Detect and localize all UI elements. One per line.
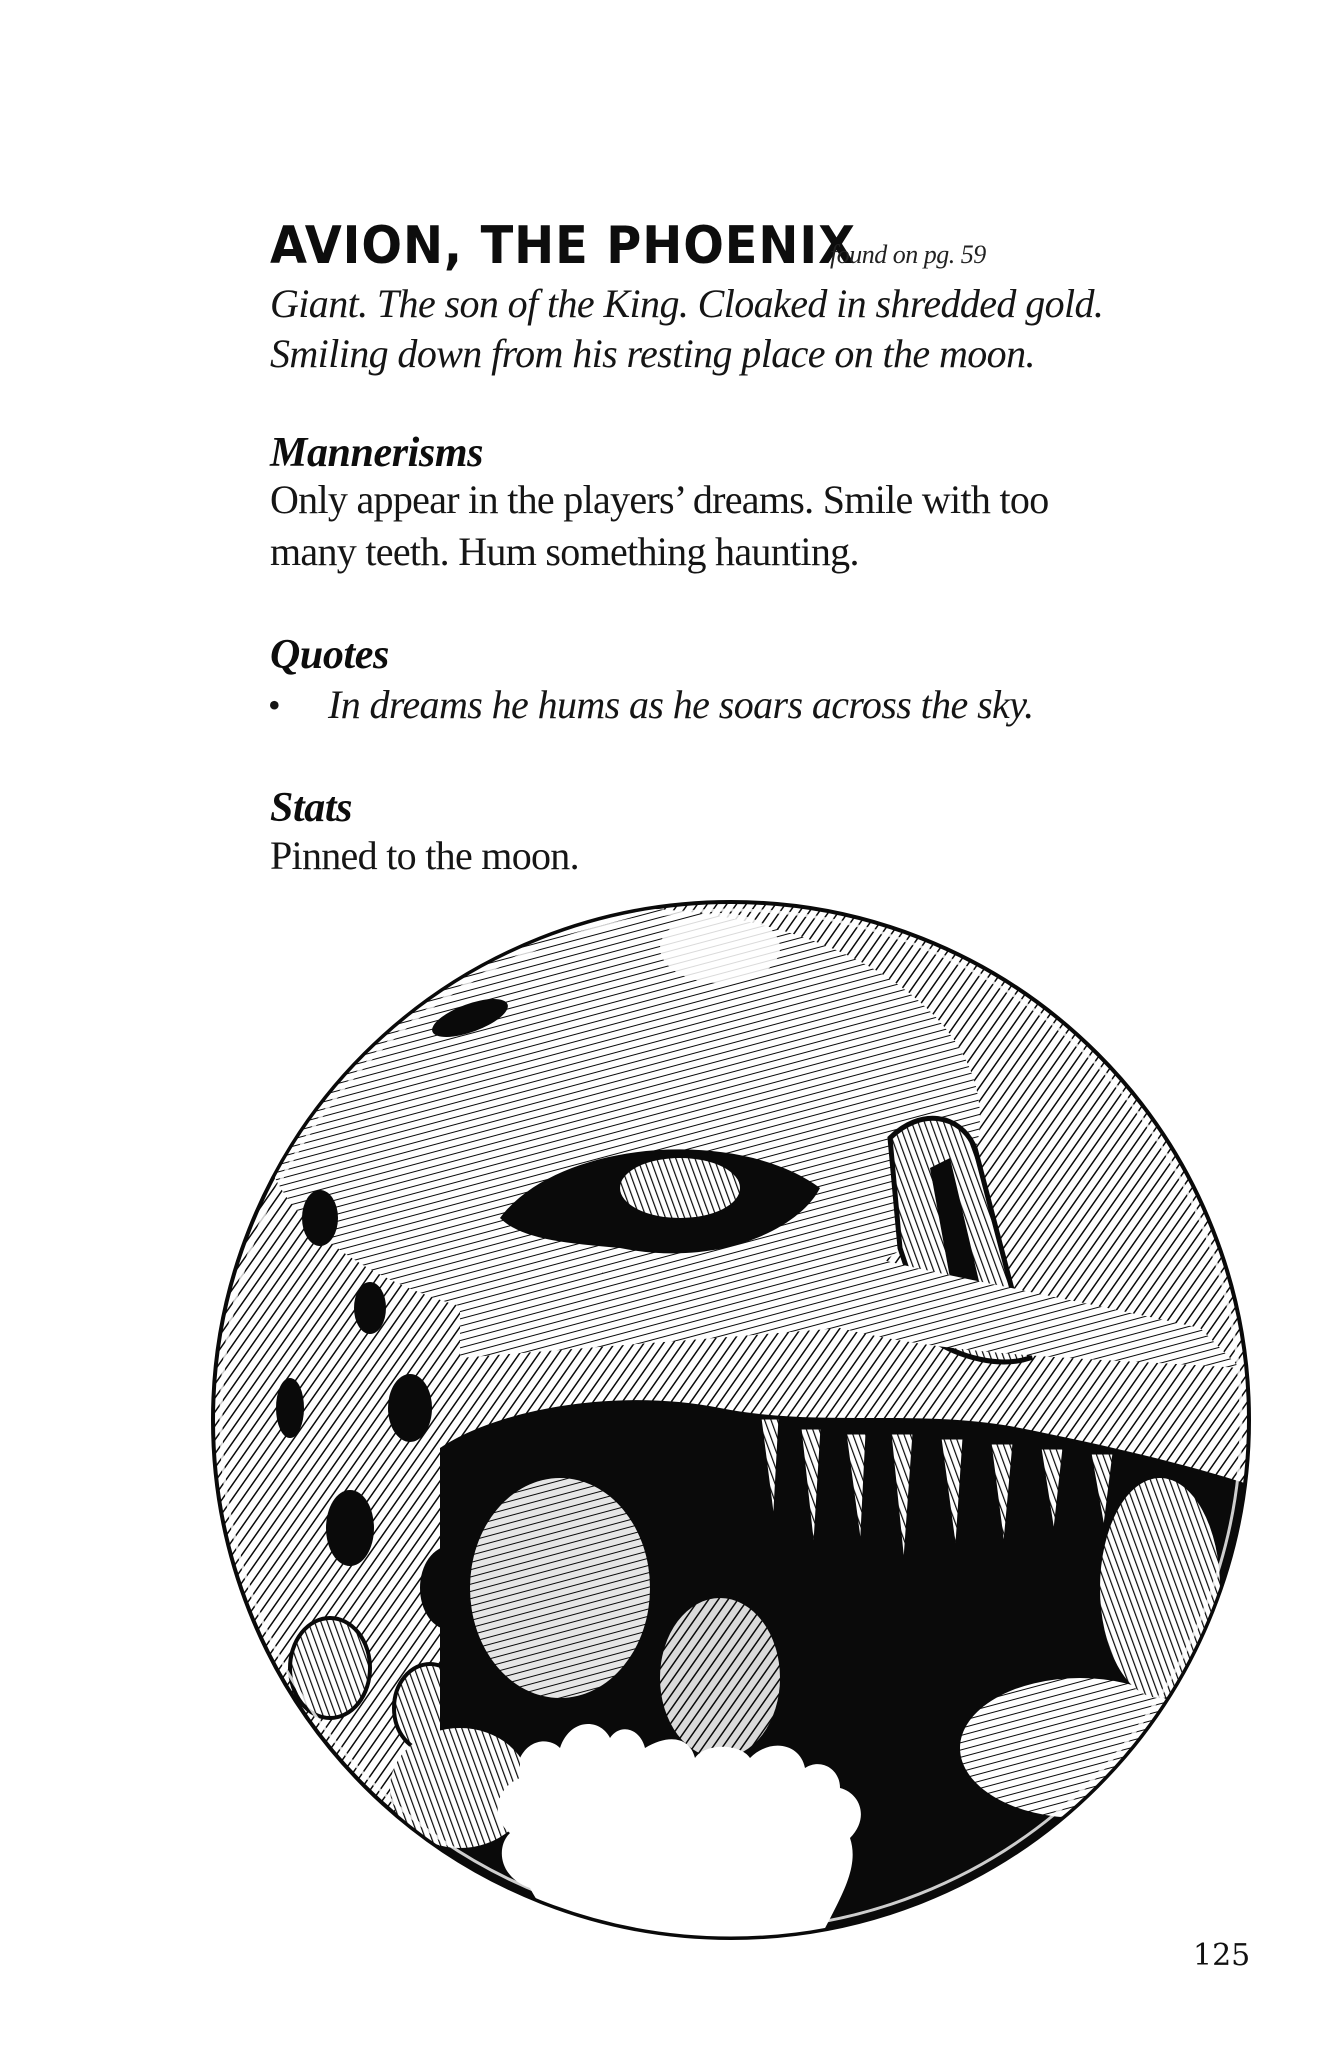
description-line-2: Smiling down from his resting place on the moon. — [270, 331, 1035, 376]
quote-item: In dreams he hums as he soars across the sky. — [328, 682, 1034, 727]
quote-bullet: • — [268, 685, 281, 725]
moon-skull-illustration — [200, 888, 1264, 1952]
page-reference: found on pg. 59 — [830, 240, 986, 269]
quotes-heading: Quotes — [270, 632, 389, 678]
stats-heading: Stats — [270, 785, 353, 831]
page-number: 125 — [1193, 1938, 1251, 1973]
mannerisms-line-2: many teeth. Hum something haunting. — [270, 529, 859, 574]
entry-title: AVION, THE PHOENIX — [270, 216, 856, 276]
description-line-1: Giant. The son of the King. Cloaked in shredded gold. — [270, 281, 1104, 326]
mannerisms-heading: Mannerisms — [270, 430, 484, 476]
mannerisms-line-1: Only appear in the players’ dreams. Smile with too — [270, 477, 1049, 522]
stats-text: Pinned to the moon. — [270, 833, 579, 878]
